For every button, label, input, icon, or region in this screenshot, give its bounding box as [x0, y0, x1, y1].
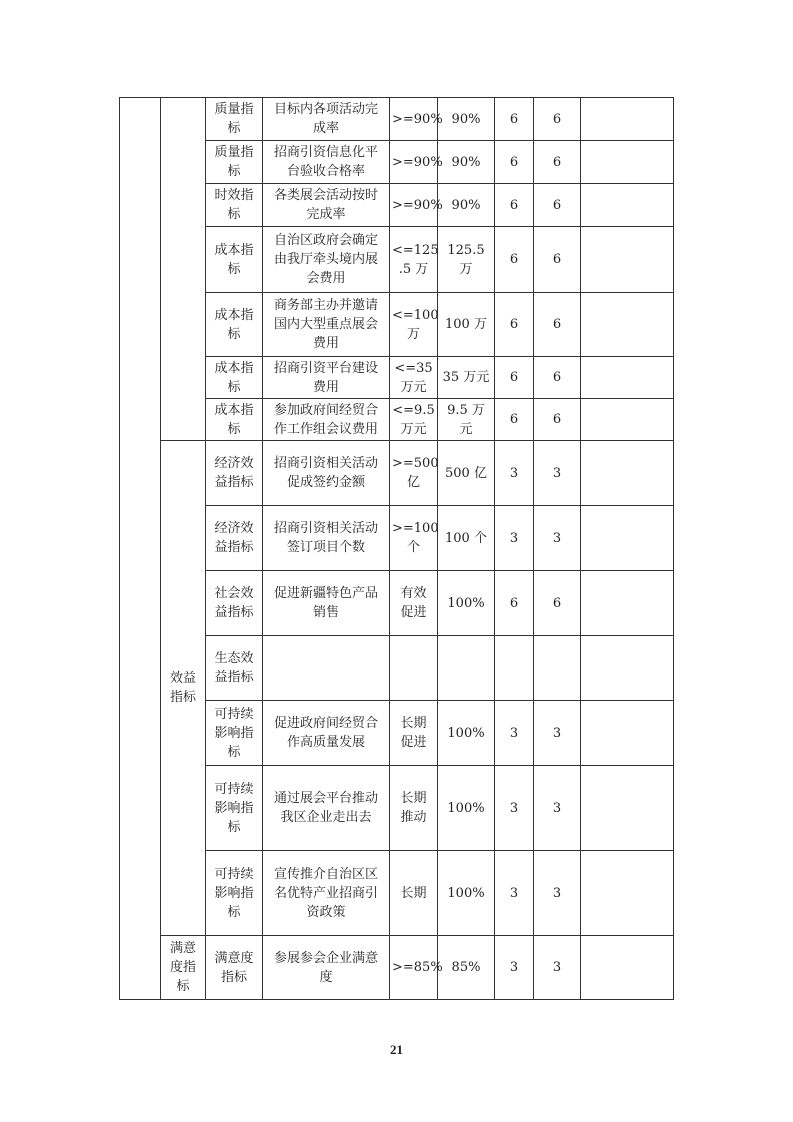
target-cell: >=85% [390, 936, 438, 1000]
content-cell: 参加政府间经贸合 作工作组会议费用 [263, 399, 390, 441]
actual-cell: 90% [438, 184, 495, 227]
note-cell [581, 399, 674, 441]
page-number: 21 [390, 1042, 403, 1057]
content-cell: 招商引资相关活动 促成签约金额 [263, 441, 390, 506]
indicator-cell: 成本指 标 [206, 357, 263, 399]
score-cell: 3 [534, 936, 581, 1000]
content-cell: 参展参会企业满意 度 [263, 936, 390, 1000]
indicator-cell: 满意度 指标 [206, 936, 263, 1000]
indicator-cell: 社会效 益指标 [206, 571, 263, 636]
indicator-cell: 可持续 影响指 标 [206, 701, 263, 766]
score-cell: 6 [534, 141, 581, 184]
score-cell: 6 [534, 399, 581, 441]
group-label: 满意 度指 标 [161, 936, 206, 1000]
target-cell: >=90% [390, 184, 438, 227]
content-cell: 通过展会平台推动 我区企业走出去 [263, 766, 390, 851]
score-cell: 3 [534, 766, 581, 851]
actual-cell: 100% [438, 701, 495, 766]
content-cell: 招商引资平台建设 费用 [263, 357, 390, 399]
content-cell: 商务部主办并邀请 国内大型重点展会 费用 [263, 293, 390, 357]
performance-indicator-table [119, 97, 674, 1000]
note-cell [581, 98, 674, 141]
content-cell: 目标内各项活动完 成率 [263, 98, 390, 141]
actual-cell: 9.5 万 元 [438, 399, 495, 441]
score-cell: 3 [534, 851, 581, 936]
indicator-cell: 时效指 标 [206, 184, 263, 227]
target-cell: >=90% [390, 98, 438, 141]
group-label: 效益 指标 [161, 441, 206, 936]
weight-cell: 6 [495, 98, 534, 141]
content-cell: 招商引资信息化平 台验收合格率 [263, 141, 390, 184]
target-cell: <=9.5 万元 [390, 399, 438, 441]
indicator-cell: 质量指 标 [206, 98, 263, 141]
note-cell [581, 293, 674, 357]
weight-cell: 6 [495, 293, 534, 357]
note-cell [581, 441, 674, 506]
group-label [161, 98, 206, 441]
indicator-cell: 可持续 影响指 标 [206, 766, 263, 851]
indicator-cell: 成本指 标 [206, 293, 263, 357]
note-cell [581, 766, 674, 851]
note-cell [581, 701, 674, 766]
target-cell: 长期 推动 [390, 766, 438, 851]
note-cell [581, 227, 674, 293]
target-cell: <=35 万元 [390, 357, 438, 399]
weight-cell: 6 [495, 141, 534, 184]
content-cell: 宣传推介自治区区 名优特产业招商引 资政策 [263, 851, 390, 936]
indicator-cell: 生态效 益指标 [206, 636, 263, 701]
note-cell [581, 571, 674, 636]
score-cell: 6 [534, 184, 581, 227]
target-cell: 有效 促进 [390, 571, 438, 636]
weight-cell: 6 [495, 357, 534, 399]
note-cell [581, 506, 674, 571]
weight-cell: 3 [495, 766, 534, 851]
note-cell [581, 851, 674, 936]
target-cell [390, 636, 438, 701]
weight-cell: 3 [495, 936, 534, 1000]
note-cell [581, 184, 674, 227]
actual-cell: 90% [438, 141, 495, 184]
note-cell [581, 141, 674, 184]
target-cell: >=500 亿 [390, 441, 438, 506]
score-cell: 6 [534, 571, 581, 636]
actual-cell: 500 亿 [438, 441, 495, 506]
content-cell: 促进政府间经贸合 作高质量发展 [263, 701, 390, 766]
indicator-cell: 经济效 益指标 [206, 506, 263, 571]
weight-cell: 6 [495, 399, 534, 441]
content-cell: 招商引资相关活动 签订项目个数 [263, 506, 390, 571]
target-cell: >=90% [390, 141, 438, 184]
actual-cell: 100% [438, 571, 495, 636]
score-cell: 6 [534, 227, 581, 293]
score-cell [534, 636, 581, 701]
target-cell: 长期 促进 [390, 701, 438, 766]
actual-cell [438, 636, 495, 701]
actual-cell: 35 万元 [438, 357, 495, 399]
indicator-cell: 成本指 标 [206, 399, 263, 441]
content-cell: 促进新疆特色产品 销售 [263, 571, 390, 636]
score-cell: 6 [534, 98, 581, 141]
actual-cell: 85% [438, 936, 495, 1000]
actual-cell: 100 万 [438, 293, 495, 357]
weight-cell [495, 636, 534, 701]
content-cell: 各类展会活动按时 完成率 [263, 184, 390, 227]
weight-cell: 3 [495, 441, 534, 506]
score-cell: 3 [534, 441, 581, 506]
actual-cell: 125.5 万 [438, 227, 495, 293]
target-cell: >=100 个 [390, 506, 438, 571]
score-cell: 6 [534, 357, 581, 399]
score-cell: 3 [534, 701, 581, 766]
indicator-cell: 质量指 标 [206, 141, 263, 184]
weight-cell: 6 [495, 184, 534, 227]
table-row [120, 441, 674, 506]
score-cell: 6 [534, 293, 581, 357]
note-cell [581, 936, 674, 1000]
actual-cell: 90% [438, 98, 495, 141]
weight-cell: 3 [495, 506, 534, 571]
score-cell: 3 [534, 506, 581, 571]
indicator-cell: 可持续 影响指 标 [206, 851, 263, 936]
content-cell: 自治区政府会确定 由我厅牵头境内展 会费用 [263, 227, 390, 293]
weight-cell: 3 [495, 851, 534, 936]
target-cell: 长期 [390, 851, 438, 936]
target-cell: <=125 .5 万 [390, 227, 438, 293]
table-row [120, 936, 674, 1000]
target-cell: <=100 万 [390, 293, 438, 357]
weight-cell: 3 [495, 701, 534, 766]
category-cell [120, 98, 161, 1000]
content-cell [263, 636, 390, 701]
note-cell [581, 357, 674, 399]
note-cell [581, 636, 674, 701]
indicator-cell: 经济效 益指标 [206, 441, 263, 506]
actual-cell: 100% [438, 851, 495, 936]
actual-cell: 100 个 [438, 506, 495, 571]
table-row [120, 98, 674, 141]
indicator-cell: 成本指 标 [206, 227, 263, 293]
weight-cell: 6 [495, 571, 534, 636]
actual-cell: 100% [438, 766, 495, 851]
weight-cell: 6 [495, 227, 534, 293]
